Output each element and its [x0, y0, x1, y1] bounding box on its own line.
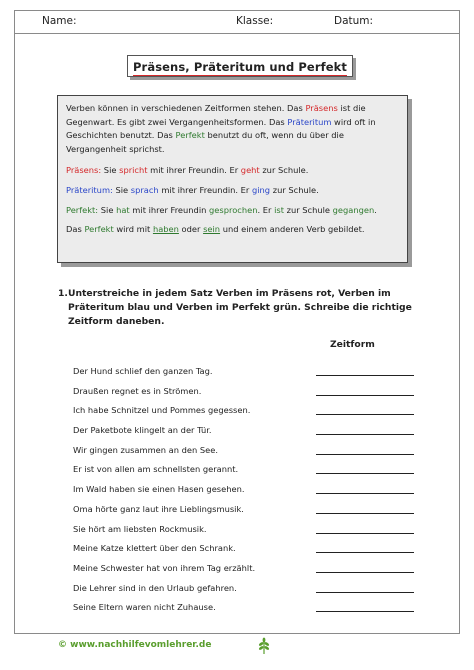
text-segment: wird oft in Geschichten benutzt. Das	[66, 116, 376, 141]
sentence-text: Der Hund schlief den ganzen Tag.	[73, 366, 213, 376]
answer-line[interactable]	[316, 434, 414, 435]
text-segment: zur Schule.	[259, 165, 309, 176]
text-segment: . Er	[257, 204, 275, 215]
answer-line[interactable]	[316, 414, 414, 415]
text-segment: Das	[66, 224, 85, 235]
answer-line[interactable]	[316, 592, 414, 593]
task-text: Unterstreiche in jedem Satz Verben im Präsens rot, Verben im Präteritum blau und Verben im Perfekt grün. Schreibe die richtige Zeitform daneben.	[68, 288, 412, 327]
text-segment: ging	[251, 184, 271, 195]
date-label: Datum:	[334, 15, 374, 27]
text-segment: Verben können in verschiedenen Zeitformen stehen. Das	[66, 103, 306, 113]
header-bar	[14, 10, 460, 34]
sentence-row	[73, 600, 417, 620]
text-segment: Sie	[101, 165, 120, 176]
text-segment: spricht	[119, 165, 148, 176]
text-segment: zur Schule.	[270, 184, 319, 195]
info-box	[57, 95, 408, 263]
text-segment: oder	[178, 224, 204, 235]
text-segment: geht	[240, 165, 260, 176]
sentence-row	[73, 541, 417, 561]
text-segment: Präteritum	[287, 116, 332, 127]
sentence-row	[73, 443, 417, 463]
perfekt-rule	[66, 223, 399, 237]
text-segment: wird mit	[113, 224, 153, 235]
task-number: 1.	[58, 288, 68, 299]
sentence-row	[73, 403, 417, 423]
text-segment: hat	[116, 204, 130, 215]
sentence-text: Der Paketbote klingelt an der Tür.	[73, 425, 212, 436]
text-segment: sprach	[130, 184, 159, 195]
text-segment: Perfekt	[175, 130, 205, 141]
answer-line[interactable]	[316, 473, 414, 474]
sentence-row	[73, 561, 417, 581]
text-segment: zur Schule	[283, 204, 333, 215]
example-perfekt	[66, 204, 399, 218]
task-1	[58, 287, 428, 329]
sentence-text: Im Wald haben sie einen Hasen gesehen.	[73, 484, 245, 495]
text-segment: mit ihrer Freundin. Er	[147, 165, 241, 176]
sentence-text: Draußen regnet es in Strömen.	[73, 385, 202, 396]
sentence-row	[73, 423, 417, 443]
sentence-text: Sie hört am liebsten Rockmusik.	[73, 523, 207, 534]
sentence-text: Er ist von allen am schnellsten gerannt.	[73, 464, 239, 475]
answer-line[interactable]	[316, 493, 414, 494]
text-segment: Sie	[98, 204, 117, 215]
sentence-text: Wir gingen zusammen an den See.	[73, 444, 219, 455]
text-segment: ist	[274, 204, 284, 215]
title-box	[127, 55, 353, 77]
zeitform-label: Zeitform	[330, 339, 375, 350]
text-segment: mit ihrer Freundin. Er	[158, 184, 252, 195]
answer-line[interactable]	[316, 395, 414, 396]
text-segment: Präteritum:	[66, 184, 113, 195]
text-segment: haben	[152, 224, 179, 235]
text-segment: Perfekt:	[66, 204, 99, 215]
sentence-text: Meine Katze klettert über den Schrank.	[73, 543, 236, 554]
sentence-row	[73, 384, 417, 404]
class-label: Klasse:	[236, 15, 274, 27]
answer-line[interactable]	[316, 572, 414, 573]
answer-line[interactable]	[316, 533, 414, 534]
sentence-text: Die Lehrer sind in den Urlaub gefahren.	[73, 582, 237, 593]
example-praeteritum	[66, 184, 399, 198]
text-segment: gegangen	[332, 204, 375, 215]
info-intro	[66, 102, 399, 156]
sentence-row	[73, 364, 417, 384]
text-segment: Sie	[112, 184, 131, 195]
sentence-row	[73, 581, 417, 601]
sentence-text: Meine Schwester hat von ihrem Tag erzählt.	[73, 562, 256, 573]
sentence-list	[73, 364, 417, 620]
leaf-icon	[258, 637, 270, 655]
text-segment: ist die Gegenwart. Es gibt zwei Vergangenheitsformen. Das	[66, 103, 366, 127]
answer-line[interactable]	[316, 611, 414, 612]
answer-line[interactable]	[316, 552, 414, 553]
answer-line[interactable]	[316, 454, 414, 455]
example-praesens	[66, 164, 399, 178]
answer-line[interactable]	[316, 375, 414, 376]
sentence-text: Ich habe Schnitzel und Pommes gegessen.	[73, 405, 251, 416]
sentence-row	[73, 462, 417, 482]
text-segment: sein	[203, 224, 221, 235]
text-segment: benutzt du oft, wenn du über die Vergangenheit sprichst.	[66, 130, 344, 154]
page-title: Präsens, Präteritum und Perfekt	[133, 60, 347, 74]
sentence-row	[73, 482, 417, 502]
answer-line[interactable]	[316, 513, 414, 514]
sentence-row	[73, 502, 417, 522]
sentence-text: Seine Eltern waren nicht Zuhause.	[73, 602, 216, 613]
name-label: Name:	[42, 15, 77, 27]
text-segment: mit ihrer Freundin	[129, 204, 210, 215]
sentence-text: Oma hörte ganz laut ihre Lieblingsmusik.	[73, 503, 244, 514]
text-segment: und einem anderen Verb gebildet.	[220, 224, 365, 235]
sentence-row	[73, 522, 417, 542]
text-segment: Präsens:	[66, 165, 102, 176]
text-segment: gesprochen	[209, 204, 258, 215]
footer-copyright: © www.nachhilfevomlehrer.de	[58, 640, 212, 650]
text-segment: Perfekt	[84, 224, 114, 235]
text-segment: Präsens	[305, 103, 338, 113]
text-segment: .	[374, 204, 377, 215]
